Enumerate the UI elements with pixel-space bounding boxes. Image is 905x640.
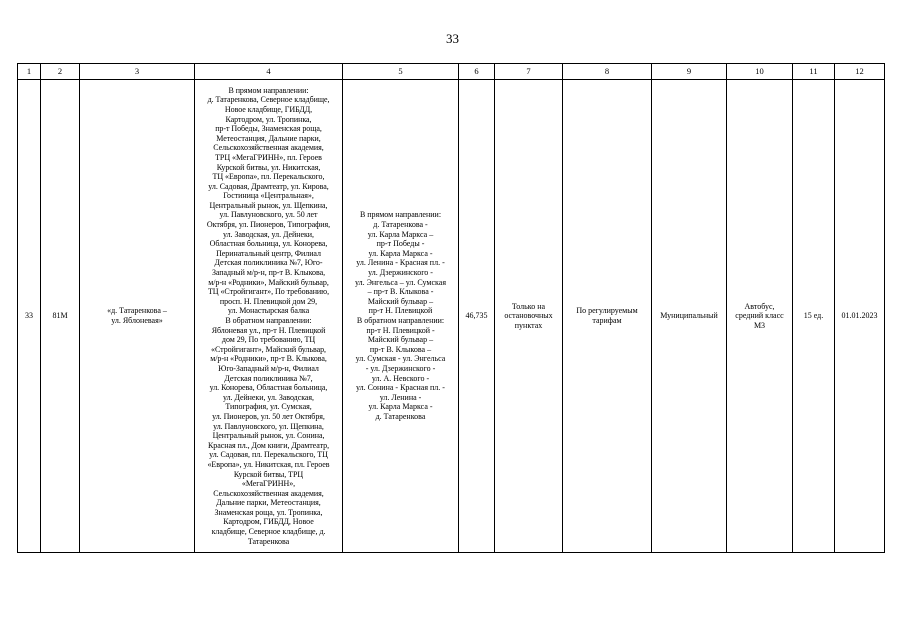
route-streets-cell: В прямом направлении: д. Татаренкова - ул. Карла Маркса – пр-т Победы - ул. Карла Маркса - ул. Ленина - Красная пл. - ул. Дзержинского - ул. Энгельса – ул. Сумская – пр-т В. Клыкова - Майский бульвар – пр-т Н. Плевицкой В обратном направлении: пр-т Н. Плевицкой - Майский бульвар – пр-т В. Клыкова – ул. Сумская - ул. Энгельса - ул. Дзержинского - ул. А. Невского - ул. Сонина - Красная пл. - ул. Ленина - ул. Карла Маркса - д. Татаренкова [343, 80, 459, 553]
route-type-cell: Муниципальный [652, 80, 727, 553]
column-number-cell: 7 [495, 64, 563, 80]
column-number-row [18, 64, 885, 80]
column-number-cell: 1 [18, 64, 41, 80]
column-number-cell: 12 [835, 64, 885, 80]
route-seq-cell: 33 [18, 80, 41, 553]
page-number: 33 [446, 31, 459, 46]
vehicle-cell: Автобус, средний класс М3 [727, 80, 793, 553]
route-number-cell: 81М [41, 80, 80, 553]
column-number-cell: 3 [80, 64, 195, 80]
column-number-cell: 4 [195, 64, 343, 80]
column-number-cell: 9 [652, 64, 727, 80]
route-table [17, 63, 885, 553]
tariff-cell: По регулируемым тарифам [563, 80, 652, 553]
table-row [18, 80, 885, 553]
route-stops-cell: В прямом направлении: д. Татаренкова, Северное кладбище, Новое кладбище, ГИБДД, Картодром, ул. Тропинка, пр-т Победы, Знаменская роща, Метеостанция, Дальние парки, Сельскохозяйственная академия, ТРЦ «МегаГРИНН», пл. Героев Курской битвы, ул. Никитская, ТЦ «Европа», пл. Перекальского, ул. Садовая, Драмтеатр, ул. Кирова, Гостиница «Центральная», Центральный рынок, ул. Щепкина, ул. Павлуновского, ул. 50 лет Октября, ул. Пионеров, Типография, ул. Заводская, ул. Дейнеки, Областная больница, ул. Конорева, Перинатальный центр, Филиал Детская поликлиника №7, Юго- Западный м/р-н, пр-т В. Клыкова, м/р-н «Родники», Майский бульвар, ТЦ «Стройгигант», По требованию, просп. Н. Плевицкой дом 29, ул. Монастырская балка В обратном направлении: Яблоневая ул., пр-т Н. Плевицкой дом 29, По требованию, ТЦ «Стройгигант», Майский бульвар, м/р-н «Родники», пр-т В. Клыкова, Юго-Западный м/р-н, Филиал Детская поликлиника №7, ул. Конорева, Областная больница, ул. Дейнеки, ул. Заводская, Типография, ул. Сумская, ул. Пионеров, ул. 50 лет Октября, ул. Павлуновского, ул. Щепкина, Центральный рынок, ул. Сонина, Красная пл., Дом книги, Драмтеатр, ул. Садовая, пл. Перекальского, ТЦ «Европа», ул. Никитская, пл. Героев Курской битвы, ТРЦ «МегаГРИНН», Сельскохозяйственная академия, Дальние парки, Метеостанция, Знаменская роща, ул. Тропинка, Картодром, ГИБДД, Новое кладбище, Северное кладбище, д. Татаренкова [195, 80, 343, 553]
route-name-cell: «д. Татаренкова – ул. Яблоневая» [80, 80, 195, 553]
column-number-cell: 8 [563, 64, 652, 80]
column-number-cell: 5 [343, 64, 459, 80]
stop-order-cell: Только на остановочных пунктах [495, 80, 563, 553]
column-number-cell: 6 [459, 64, 495, 80]
route-length-cell: 46,735 [459, 80, 495, 553]
column-number-cell: 10 [727, 64, 793, 80]
column-number-cell: 11 [793, 64, 835, 80]
vehicle-count-cell: 15 ед. [793, 80, 835, 553]
column-number-cell: 2 [41, 64, 80, 80]
start-date-cell: 01.01.2023 [835, 80, 885, 553]
